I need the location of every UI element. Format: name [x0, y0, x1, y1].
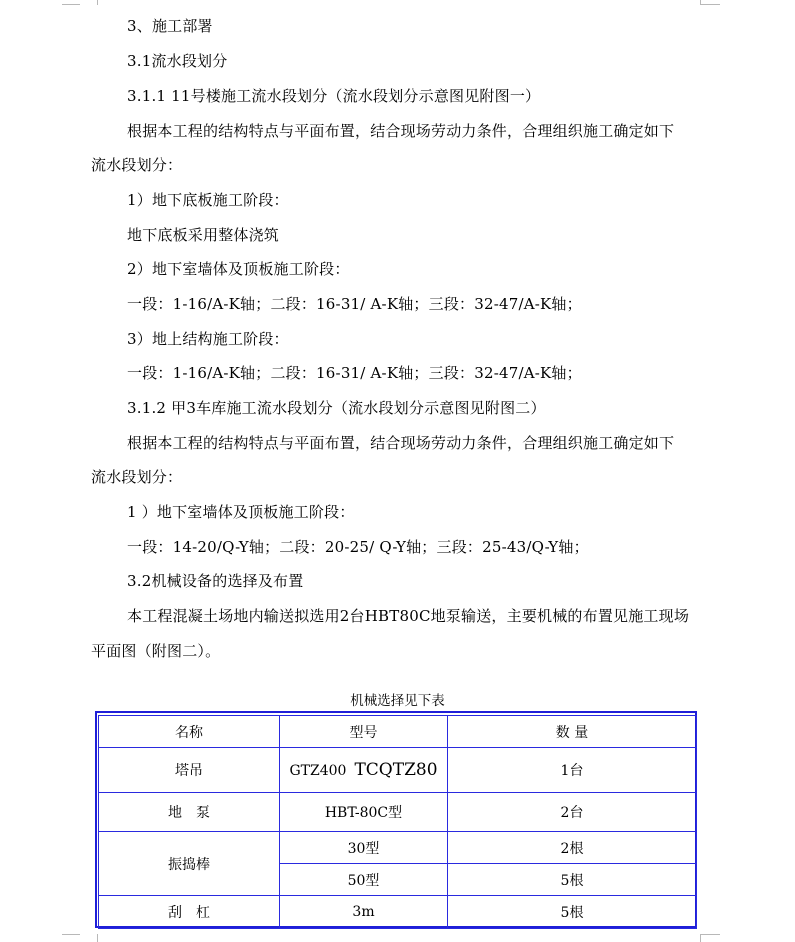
list-item: 2）地下室墙体及顶板施工阶段： — [127, 260, 350, 278]
subsection-heading: 3.1.1 11号楼施工流水段划分（流水段划分示意图见附图一） — [127, 87, 541, 105]
cell-model: 30型 — [280, 832, 448, 864]
cell-quantity: 2根 — [448, 832, 697, 864]
page-corner-mark — [62, 4, 80, 5]
cell-quantity: 5根 — [448, 896, 697, 929]
cell-quantity: 2台 — [448, 793, 697, 832]
model-code: GTZ400 — [289, 763, 347, 779]
paragraph-line: 地下底板采用整体浇筑 — [127, 226, 280, 244]
model-code: TCQTZ80 — [354, 760, 438, 780]
table-row — [99, 793, 697, 832]
section-heading: 3、施工部署 — [127, 17, 213, 35]
header-name: 名称 — [99, 716, 280, 748]
subsection-heading: 3.1.2 甲3车库施工流水段划分（流水段划分示意图见附图二） — [127, 399, 546, 417]
paragraph-line: 平面图（附图二）。 — [91, 642, 221, 660]
table-row — [99, 832, 697, 864]
cell-model: HBT-80C型 — [280, 793, 448, 832]
cell-model: 50型 — [280, 864, 448, 896]
table-row — [99, 896, 697, 929]
page-corner-mark — [700, 934, 720, 935]
header-model: 型号 — [280, 716, 448, 748]
page-corner-mark — [700, 4, 720, 5]
paragraph-line: 根据本工程的结构特点与平面布置，结合现场劳动力条件，合理组织施工确定如下 — [127, 434, 675, 452]
cell-model: 3m — [280, 896, 448, 929]
table-header-row — [99, 716, 697, 748]
page-corner-mark — [79, 0, 98, 5]
page-corner-mark — [62, 934, 80, 935]
table-row — [99, 748, 697, 793]
subsection-heading: 3.2机械设备的选择及布置 — [127, 572, 304, 590]
cell-name: 塔吊 — [99, 748, 280, 793]
list-item: 1 ）地下室墙体及顶板施工阶段： — [127, 503, 355, 521]
equipment-table — [98, 715, 697, 929]
cell-model — [280, 748, 448, 793]
table-caption: 机械选择见下表 — [350, 693, 445, 709]
cell-name: 振捣棒 — [99, 832, 280, 896]
list-item: 3）地上结构施工阶段： — [127, 330, 289, 348]
list-item: 1）地下底板施工阶段： — [127, 191, 289, 209]
paragraph-line: 一段：14-20/Q-Y轴；二段：20-25/ Q-Y轴；三段：25-43/Q-Y轴； — [127, 538, 589, 556]
paragraph-line: 根据本工程的结构特点与平面布置，结合现场劳动力条件，合理组织施工确定如下 — [127, 122, 675, 140]
paragraph-line: 一段：1-16/A-K轴；二段：16-31/ A-K轴；三段：32-47/A-K轴； — [127, 364, 582, 382]
cell-quantity: 1台 — [448, 748, 697, 793]
paragraph-line: 一段：1-16/A-K轴；二段：16-31/ A-K轴；三段：32-47/A-K轴； — [127, 295, 582, 313]
paragraph-line: 流水段划分： — [91, 156, 183, 174]
cell-name: 地 泵 — [99, 793, 280, 832]
cell-name: 刮 杠 — [99, 896, 280, 929]
cell-quantity: 5根 — [448, 864, 697, 896]
subsection-heading: 3.1流水段划分 — [127, 52, 228, 70]
paragraph-line: 本工程混凝土场地内输送拟选用2台HBT80C地泵输送，主要机械的布置见施工现场 — [127, 607, 690, 625]
paragraph-line: 流水段划分： — [91, 468, 183, 486]
header-quantity: 数 量 — [448, 716, 697, 748]
